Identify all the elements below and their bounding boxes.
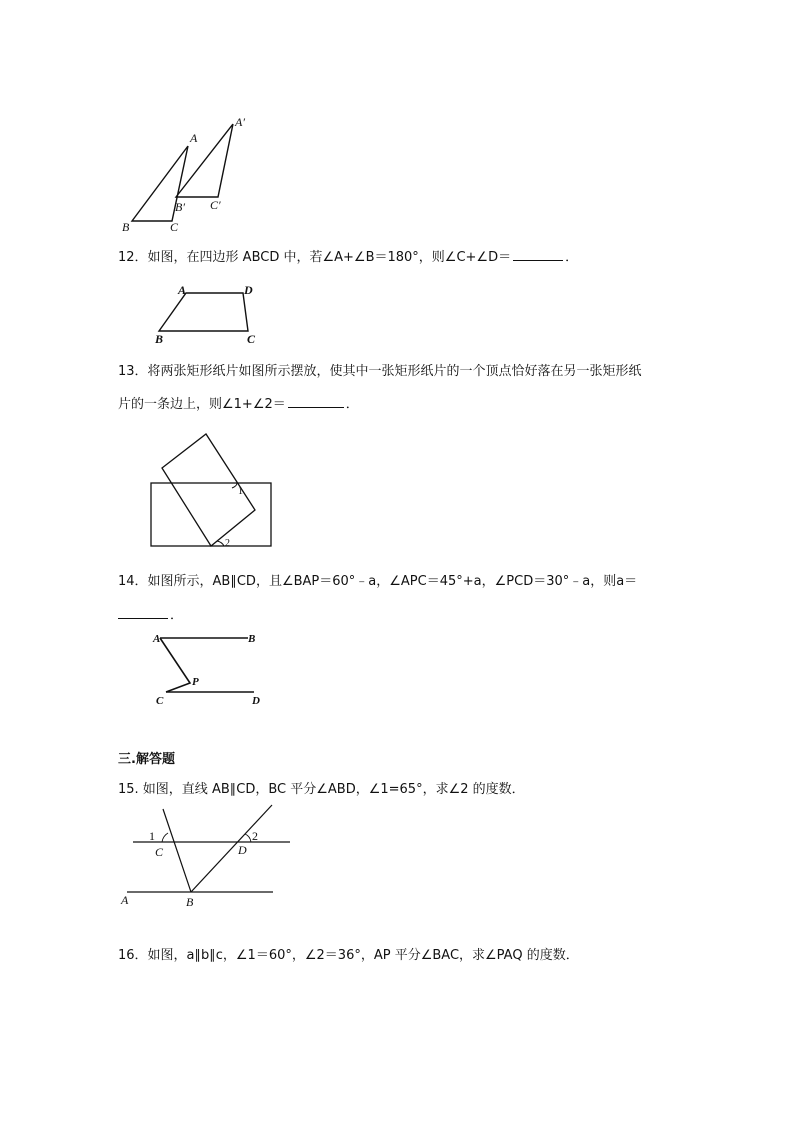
label-b: B — [155, 332, 164, 346]
figure-q13 — [145, 425, 280, 553]
label-d: D — [238, 843, 247, 857]
question-13-line-1: 13．将两张矩形纸片如图所示摆放，使其中一张矩形纸片的一个顶点恰好落在另一张矩形纸 — [118, 364, 642, 379]
figure-q15 — [115, 800, 295, 912]
figure-q11 — [115, 110, 265, 235]
line-bd — [191, 805, 272, 892]
question-12 — [118, 248, 578, 268]
answer-blank-12[interactable] — [513, 248, 563, 261]
label-c-prime: C′ — [210, 198, 221, 212]
label-d: D — [252, 695, 260, 707]
answer-blank-13[interactable] — [288, 395, 344, 408]
question-13-text: 片的一条边上，则∠1+∠2＝ — [118, 397, 286, 412]
label-a-prime: A′ — [235, 115, 245, 129]
label-a: A — [153, 633, 161, 645]
label-b: B — [248, 633, 256, 645]
label-b: B — [122, 220, 130, 234]
label-c: C — [170, 220, 179, 234]
label-d: D — [244, 283, 253, 297]
label-b-prime: B′ — [175, 200, 185, 214]
angle-label-1: 1 — [238, 486, 243, 497]
label-a: A — [178, 283, 187, 297]
label-b: B — [186, 895, 194, 909]
angle-label-2: 2 — [252, 829, 258, 843]
angle-label-1: 1 — [149, 829, 155, 843]
label-a: A — [121, 893, 129, 907]
question-12-text: 12．如图，在四边形 ABCD 中，若∠A+∠B＝180°，则∠C+∠D＝ — [118, 250, 512, 265]
question-15: 15. 如图，直线 AB∥CD，BC 平分∠ABD，∠1=65°，求∠2 的度数． — [118, 782, 525, 797]
label-c: C — [247, 332, 256, 346]
rectangle-horizontal — [151, 483, 271, 546]
line-bc — [163, 809, 191, 892]
label-p: P — [192, 676, 199, 688]
figure-q12 — [150, 280, 270, 348]
question-16: 16．如图，a∥b∥c，∠1＝60°，∠2＝36°，AP 平分∠BAC，求∠PAQ 的度数． — [118, 948, 579, 963]
quadrilateral-abcd — [159, 293, 248, 331]
answer-blank-14[interactable] — [118, 606, 168, 619]
label-c: C — [156, 695, 164, 707]
section-heading: 三.解答题 — [118, 752, 175, 767]
question-14-end: ． — [170, 608, 184, 623]
label-c: C — [155, 845, 164, 859]
figure-q14 — [148, 628, 273, 710]
question-13-end: ． — [345, 397, 359, 412]
angle-arc-1 — [232, 483, 237, 488]
angle-arc-2 — [217, 541, 224, 546]
question-13-line-2 — [118, 395, 359, 415]
question-12-end: ． — [565, 250, 579, 265]
angle-label-2: 2 — [225, 538, 230, 549]
broken-line-apc — [160, 638, 190, 692]
question-14-line-1: 14．如图所示，AB∥CD，且∠BAP＝60°﹣a，∠APC＝45°+a，∠PCD＝30°﹣a，则a＝ — [118, 574, 638, 589]
angle-arc-2 — [245, 834, 251, 842]
question-14-line-2 — [118, 606, 183, 626]
angle-arc-1 — [162, 833, 168, 842]
label-a: A — [190, 131, 198, 145]
